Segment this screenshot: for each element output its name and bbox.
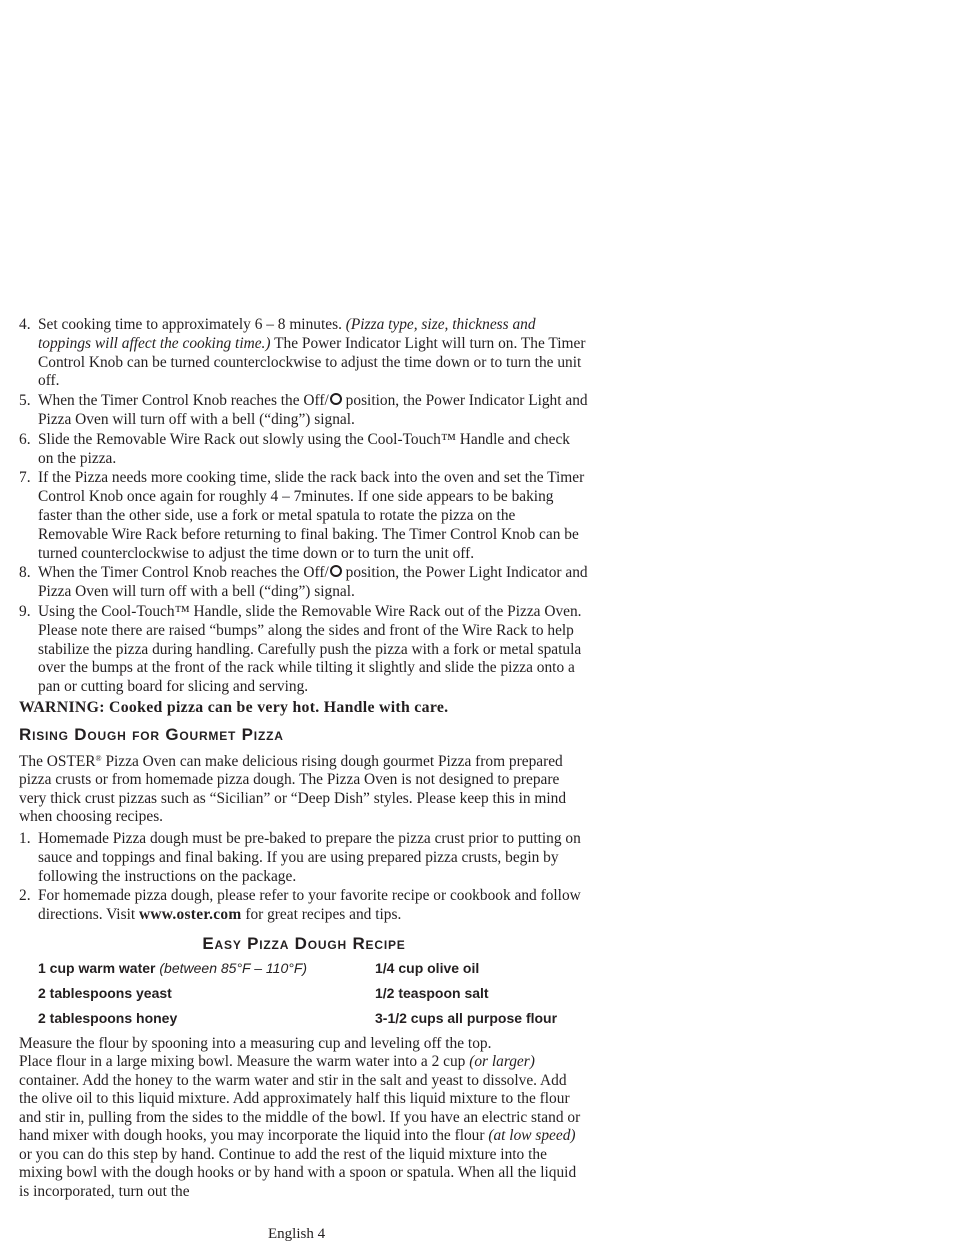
recipe-text: Place flour in a large mixing bowl. Measure the warm water into a 2 cup xyxy=(19,1053,470,1071)
recipe-heading: Easy Pizza Dough Recipe xyxy=(202,933,406,953)
recipe-line xyxy=(19,1053,589,1072)
recipe-instructions xyxy=(19,1035,589,1202)
step-number: 5. xyxy=(19,392,31,410)
step-number: 9. xyxy=(19,602,31,620)
ingredients-grid xyxy=(19,959,589,1028)
step-number: 8. xyxy=(19,564,31,582)
ingredient-honey: 2 tablespoons honey xyxy=(38,1009,178,1026)
dough-step-2 xyxy=(19,887,589,925)
step-text: Set cooking time to approximately 6 – 8 minutes. xyxy=(38,316,342,333)
step-4 xyxy=(19,316,589,391)
ingredient-olive-oil: 1/4 cup olive oil xyxy=(375,959,480,976)
section-heading: Rising Dough for Gourmet Pizza xyxy=(19,724,284,744)
manual-page xyxy=(19,316,589,1204)
step-text: When the Timer Control Knob reaches the Off/ xyxy=(38,392,329,410)
step-number: 2. xyxy=(19,887,31,905)
ingredient-water xyxy=(38,959,375,978)
step-7 xyxy=(19,469,589,563)
step-5 xyxy=(19,392,589,430)
step-text: Using the Cool-Touch™ Handle, slide the Removable Wire Rack out of the Pizza Oven. Please note there are raised “bumps” along the sides and front of the Wire Rack to help stabilize the pizza during handling. Carefully push the pizza with a fork or metal spatula over the bumps at the front of the rack while tilting it slightly and slide the pizza onto a pan or cutting board for slicing and serving. xyxy=(38,602,582,696)
step-text-continued: position, the Power Light Indicator and Pizza Oven will turn off with a bell (“ding”) signal. xyxy=(38,564,588,601)
intro-brand: The OSTER xyxy=(19,752,96,770)
page-footer: English 4 xyxy=(268,1226,326,1242)
step-text: Homemade Pizza dough must be pre-baked to prepare the pizza crust prior to putting on sauce and toppings and final baking. If you are using prepared pizza crusts, begin by following the instructions on the package. xyxy=(38,829,581,885)
recipe-note: (or larger) xyxy=(469,1053,535,1071)
step-text: If the Pizza needs more cooking time, slide the rack back into the oven and set the Timer Control Knob once again for roughly 4 – 7minutes. If one side appears to be baking faster than the other side, use a fork or metal spatula to rotate the pizza on the Removable Wire Rack before returning to final baking. The Timer Control Knob can be turned counterclockwise to adjust the time down or to turn the unit off. xyxy=(38,469,585,562)
step-text: When the Timer Control Knob reaches the Off/ xyxy=(38,564,329,582)
off-circle-icon xyxy=(330,393,342,405)
step-text: Slide the Removable Wire Rack out slowly using the Cool-Touch™ Handle and check on the pizza. xyxy=(38,430,570,467)
intro-text: Pizza Oven can make delicious rising dough gourmet Pizza from prepared pizza crusts or from homemade pizza dough. The Pizza Oven is not designed to prepare very thick crust pizzas such as “Sicilian” or “Deep Dish” styles. Please keep this in mind when choosing recipes. xyxy=(19,752,567,826)
oster-website-link[interactable]: www.oster.com xyxy=(138,906,242,924)
step-6 xyxy=(19,431,589,469)
step-text: For homemade pizza dough, please refer to your favorite recipe or cookbook and follow directions. Visit xyxy=(38,887,581,924)
registered-mark: ® xyxy=(95,753,102,763)
recipe-line: Measure the flour by spooning into a measuring cup and leveling off the top. xyxy=(19,1034,492,1052)
off-circle-icon xyxy=(330,565,342,577)
step-number: 7. xyxy=(19,469,31,487)
step-text-continued: position, the Power Indicator Light and Pizza Oven will turn off with a bell (“ding”) signal. xyxy=(38,392,588,428)
dough-steps-list xyxy=(19,830,589,925)
ingredient-label: 1 cup warm water xyxy=(38,959,156,976)
operating-steps-list xyxy=(19,316,589,697)
step-number: 4. xyxy=(19,316,31,333)
ingredient-salt: 1/2 teaspoon salt xyxy=(375,984,489,1001)
warning-text: WARNING: Cooked pizza can be very hot. Handle with care. xyxy=(19,698,449,716)
ingredient-flour: 3-1/2 cups all purpose flour xyxy=(375,1009,558,1026)
ingredient-note: (between 85°F – 110°F) xyxy=(159,959,308,976)
recipe-note: (at low speed) xyxy=(488,1127,576,1145)
dough-step-1 xyxy=(19,830,589,886)
step-text-continued: The Power Indicator Light will turn on. The Timer Control Knob can be turned counterclockwise to adjust the time down or to turn the unit off. xyxy=(38,334,586,390)
recipe-text-continued: or you can do this step by hand. Continue to add the rest of the liquid mixture into the mixing bowl with the dough hooks or by hand with a spoon or spatula. When all the liquid is incorporated, turn out the xyxy=(19,1145,577,1200)
step-9 xyxy=(19,603,589,697)
ingredient-yeast: 2 tablespoons yeast xyxy=(38,984,172,1001)
section-intro xyxy=(19,750,589,827)
recipe-paragraph xyxy=(19,1072,589,1202)
step-text-continued: for great recipes and tips. xyxy=(241,906,402,924)
step-note: (Pizza type, size, thickness and toppings will affect the cooking time.) xyxy=(38,316,536,352)
step-8 xyxy=(19,564,589,602)
recipe-text: container. Add the honey to the warm water and stir in the salt and yeast to dissolve. Add the olive oil to this liquid mixture. Add approximately half this liquid mixture to the flour and stir in, pulling from the sides to the middle of the bowl. If you have an electric stand or hand mixer with dough hooks, you may incorporate the liquid into the flour xyxy=(19,1071,581,1145)
step-number: 1. xyxy=(19,829,31,847)
step-number: 6. xyxy=(19,430,31,448)
